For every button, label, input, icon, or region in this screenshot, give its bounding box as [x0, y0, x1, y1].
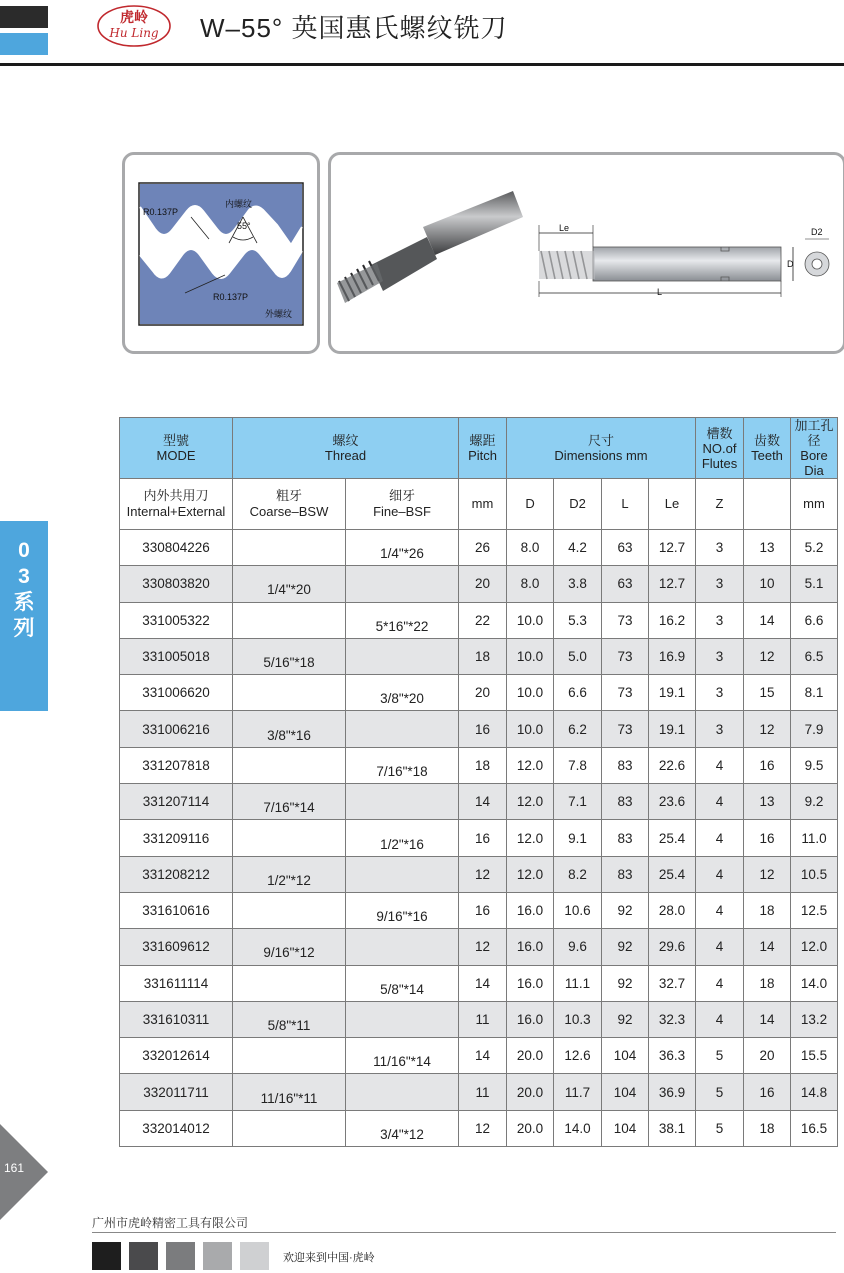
subheader-le: Le	[649, 479, 696, 530]
cell-coarse: 5/16"*18	[233, 638, 346, 674]
cell-pitch: 12	[459, 929, 507, 965]
table-row	[120, 892, 838, 928]
cell-pitch: 22	[459, 602, 507, 638]
cell-le: 16.9	[649, 638, 696, 674]
cell-fine: 5*16"*22	[346, 602, 459, 638]
series-label: 0 3 系 列	[13, 539, 35, 640]
cell-teeth: 18	[744, 1110, 791, 1146]
header-thread: 螺纹 Thread	[233, 418, 459, 479]
cell-d: 12.0	[507, 784, 554, 820]
cell-z: 4	[696, 856, 744, 892]
cell-z: 4	[696, 820, 744, 856]
cell-z: 4	[696, 965, 744, 1001]
cell-le: 25.4	[649, 856, 696, 892]
cell-l: 63	[602, 530, 649, 566]
cell-l: 92	[602, 892, 649, 928]
cell-teeth: 16	[744, 747, 791, 783]
tool-dimension-drawing	[539, 223, 829, 297]
cell-pitch: 16	[459, 820, 507, 856]
cell-fine: 5/8"*14	[346, 965, 459, 1001]
cell-coarse	[233, 747, 346, 783]
subheader-d2: D2	[554, 479, 602, 530]
cell-bore: 13.2	[791, 1001, 838, 1037]
welcome-text: 欢迎来到中国·虎岭	[283, 1252, 375, 1264]
cell-teeth: 18	[744, 892, 791, 928]
table-row	[120, 856, 838, 892]
table-row	[120, 566, 838, 602]
cell-fine: 1/2"*16	[346, 820, 459, 856]
cell-coarse: 11/16"*11	[233, 1074, 346, 1110]
header-rule	[0, 63, 844, 66]
cell-pitch: 12	[459, 1110, 507, 1146]
cell-teeth: 20	[744, 1038, 791, 1074]
cell-d: 10.0	[507, 711, 554, 747]
cell-d2: 9.1	[554, 820, 602, 856]
table-row	[120, 1110, 838, 1146]
cell-teeth: 16	[744, 820, 791, 856]
cell-le: 28.0	[649, 892, 696, 928]
cell-fine: 3/4"*12	[346, 1110, 459, 1146]
cell-d: 12.0	[507, 856, 554, 892]
cell-coarse: 7/16"*14	[233, 784, 346, 820]
cell-model: 331006620	[120, 675, 233, 711]
cell-model: 331209116	[120, 820, 233, 856]
cell-teeth: 14	[744, 929, 791, 965]
company-logo	[96, 4, 172, 48]
radius-label-top: R0.137P	[143, 207, 179, 217]
cell-le: 32.3	[649, 1001, 696, 1037]
d-dimension-label: D	[787, 259, 794, 269]
cell-coarse: 3/8"*16	[233, 711, 346, 747]
cell-d: 8.0	[507, 566, 554, 602]
cell-d: 12.0	[507, 820, 554, 856]
cell-coarse	[233, 602, 346, 638]
cell-teeth: 12	[744, 856, 791, 892]
cell-coarse	[233, 965, 346, 1001]
cell-fine: 11/16"*14	[346, 1038, 459, 1074]
table-row	[120, 965, 838, 1001]
external-thread-label: 外螺纹	[265, 309, 293, 319]
cell-l: 92	[602, 929, 649, 965]
cell-coarse: 9/16"*12	[233, 929, 346, 965]
cell-le: 19.1	[649, 675, 696, 711]
cell-d: 16.0	[507, 929, 554, 965]
le-dimension-label: Le	[559, 223, 570, 233]
cell-teeth: 16	[744, 1074, 791, 1110]
cell-d: 20.0	[507, 1038, 554, 1074]
cell-d: 20.0	[507, 1110, 554, 1146]
cell-fine: 9/16"*16	[346, 892, 459, 928]
cell-l: 73	[602, 675, 649, 711]
table-row	[120, 784, 838, 820]
cell-z: 4	[696, 784, 744, 820]
cell-fine	[346, 1001, 459, 1037]
cell-le: 22.6	[649, 747, 696, 783]
cell-d2: 7.8	[554, 747, 602, 783]
cell-z: 3	[696, 530, 744, 566]
subheader-internal-external: 内外共用刀 Internal+External	[120, 479, 233, 530]
cell-le: 12.7	[649, 530, 696, 566]
cell-fine	[346, 784, 459, 820]
cell-l: 63	[602, 566, 649, 602]
cell-pitch: 14	[459, 784, 507, 820]
cell-d2: 8.2	[554, 856, 602, 892]
cell-model: 331611114	[120, 965, 233, 1001]
cell-fine	[346, 711, 459, 747]
cell-l: 92	[602, 965, 649, 1001]
header-model: 型號 MODE	[120, 418, 233, 479]
header-dark-bar	[0, 6, 48, 28]
table-header-row	[120, 418, 838, 479]
subheader-coarse: 粗牙 Coarse–BSW	[233, 479, 346, 530]
cell-coarse: 1/2"*12	[233, 856, 346, 892]
color-swatch	[129, 1242, 158, 1270]
subheader-teeth-unit	[744, 479, 791, 530]
cell-d: 20.0	[507, 1074, 554, 1110]
cell-z: 4	[696, 892, 744, 928]
subheader-d: D	[507, 479, 554, 530]
cell-model: 332012614	[120, 1038, 233, 1074]
cell-le: 36.3	[649, 1038, 696, 1074]
l-dimension-label: L	[657, 287, 663, 297]
cell-d: 10.0	[507, 602, 554, 638]
cell-l: 104	[602, 1074, 649, 1110]
cell-coarse	[233, 820, 346, 856]
cell-le: 29.6	[649, 929, 696, 965]
cell-fine	[346, 856, 459, 892]
cell-coarse: 1/4"*20	[233, 566, 346, 602]
table-row	[120, 747, 838, 783]
cell-bore: 16.5	[791, 1110, 838, 1146]
cell-d2: 6.2	[554, 711, 602, 747]
cell-bore: 14.0	[791, 965, 838, 1001]
header-flutes: 槽数 NO.of Flutes	[696, 418, 744, 479]
cell-d2: 14.0	[554, 1110, 602, 1146]
cell-bore: 5.1	[791, 566, 838, 602]
cell-d: 16.0	[507, 1001, 554, 1037]
subheader-fine: 细牙 Fine–BSF	[346, 479, 459, 530]
spec-table	[119, 417, 838, 1147]
cell-fine	[346, 638, 459, 674]
cell-bore: 12.5	[791, 892, 838, 928]
cell-z: 4	[696, 1001, 744, 1037]
cell-teeth: 15	[744, 675, 791, 711]
cell-d2: 5.0	[554, 638, 602, 674]
cell-d2: 4.2	[554, 530, 602, 566]
cell-le: 12.7	[649, 566, 696, 602]
color-swatch	[166, 1242, 195, 1270]
cell-z: 5	[696, 1074, 744, 1110]
cell-teeth: 13	[744, 784, 791, 820]
cell-l: 73	[602, 602, 649, 638]
cell-bore: 15.5	[791, 1038, 838, 1074]
subheader-bore-unit: mm	[791, 479, 838, 530]
cell-model: 332011711	[120, 1074, 233, 1110]
cell-bore: 9.2	[791, 784, 838, 820]
cell-d: 16.0	[507, 965, 554, 1001]
cell-model: 330803820	[120, 566, 233, 602]
cell-pitch: 16	[459, 711, 507, 747]
table-row	[120, 675, 838, 711]
page-title: W–55° 英国惠氏螺纹铣刀	[200, 13, 508, 43]
cell-coarse	[233, 675, 346, 711]
cell-l: 83	[602, 747, 649, 783]
header-bore: 加工孔径 Bore Dia	[791, 418, 838, 479]
cell-coarse	[233, 1038, 346, 1074]
table-row	[120, 602, 838, 638]
table-row	[120, 1074, 838, 1110]
cell-pitch: 14	[459, 965, 507, 1001]
cell-model: 331610616	[120, 892, 233, 928]
cell-d2: 11.1	[554, 965, 602, 1001]
cell-d2: 6.6	[554, 675, 602, 711]
cell-z: 3	[696, 711, 744, 747]
cell-pitch: 18	[459, 747, 507, 783]
cell-le: 32.7	[649, 965, 696, 1001]
cell-d: 12.0	[507, 747, 554, 783]
cell-pitch: 12	[459, 856, 507, 892]
cell-bore: 14.8	[791, 1074, 838, 1110]
tool-image	[328, 152, 844, 354]
cell-coarse	[233, 530, 346, 566]
cell-bore: 6.5	[791, 638, 838, 674]
table-subheader-row	[120, 479, 838, 530]
color-swatch	[92, 1242, 121, 1270]
cell-model: 331610311	[120, 1001, 233, 1037]
cell-z: 4	[696, 929, 744, 965]
cell-pitch: 20	[459, 675, 507, 711]
cell-teeth: 13	[744, 530, 791, 566]
cell-pitch: 14	[459, 1038, 507, 1074]
cell-bore: 12.0	[791, 929, 838, 965]
table-row	[120, 638, 838, 674]
cell-z: 3	[696, 566, 744, 602]
cell-l: 83	[602, 856, 649, 892]
cell-coarse	[233, 1110, 346, 1146]
cell-z: 3	[696, 638, 744, 674]
cell-model: 331207114	[120, 784, 233, 820]
cell-l: 73	[602, 711, 649, 747]
cell-le: 25.4	[649, 820, 696, 856]
d2-dimension-label: D2	[811, 227, 823, 237]
cell-z: 5	[696, 1038, 744, 1074]
cell-bore: 7.9	[791, 711, 838, 747]
page-number: 161	[4, 1161, 25, 1175]
cell-d2: 10.6	[554, 892, 602, 928]
cell-d2: 3.8	[554, 566, 602, 602]
cell-coarse: 5/8"*11	[233, 1001, 346, 1037]
cell-fine	[346, 1074, 459, 1110]
logo-text-cn: 虎岭	[120, 10, 148, 26]
cell-le: 38.1	[649, 1110, 696, 1146]
cell-fine	[346, 566, 459, 602]
cell-model: 331609612	[120, 929, 233, 965]
cell-fine	[346, 929, 459, 965]
cell-bore: 9.5	[791, 747, 838, 783]
cell-d2: 5.3	[554, 602, 602, 638]
cell-bore: 6.6	[791, 602, 838, 638]
cell-d: 16.0	[507, 892, 554, 928]
table-row	[120, 1038, 838, 1074]
cell-pitch: 11	[459, 1001, 507, 1037]
cell-teeth: 12	[744, 711, 791, 747]
cell-model: 332014012	[120, 1110, 233, 1146]
cell-bore: 11.0	[791, 820, 838, 856]
subheader-pitch-unit: mm	[459, 479, 507, 530]
table-row	[120, 711, 838, 747]
cell-l: 104	[602, 1038, 649, 1074]
cell-pitch: 16	[459, 892, 507, 928]
cell-l: 104	[602, 1110, 649, 1146]
cell-l: 83	[602, 820, 649, 856]
subheader-z: Z	[696, 479, 744, 530]
cell-teeth: 18	[744, 965, 791, 1001]
footer-rule	[92, 1232, 836, 1233]
table-row	[120, 530, 838, 566]
cell-model: 331207818	[120, 747, 233, 783]
internal-thread-label: 内螺纹	[225, 199, 253, 209]
cell-d: 10.0	[507, 675, 554, 711]
cell-d2: 7.1	[554, 784, 602, 820]
table-row	[120, 929, 838, 965]
cell-le: 19.1	[649, 711, 696, 747]
cell-pitch: 11	[459, 1074, 507, 1110]
thread-profile-image	[122, 152, 320, 354]
radius-label-bottom: R0.137P	[213, 292, 249, 302]
cell-model: 331006216	[120, 711, 233, 747]
cell-fine: 3/8"*20	[346, 675, 459, 711]
cell-le: 23.6	[649, 784, 696, 820]
cell-model: 330804226	[120, 530, 233, 566]
header-blue-bar	[0, 33, 48, 55]
cell-teeth: 10	[744, 566, 791, 602]
cell-d2: 10.3	[554, 1001, 602, 1037]
cell-pitch: 26	[459, 530, 507, 566]
table-row	[120, 820, 838, 856]
cell-d2: 12.6	[554, 1038, 602, 1074]
color-swatch	[203, 1242, 232, 1270]
cell-l: 92	[602, 1001, 649, 1037]
company-name: 广州市虎岭精密工具有限公司	[92, 1216, 249, 1230]
cell-l: 83	[602, 784, 649, 820]
header-dimensions: 尺寸 Dimensions mm	[507, 418, 696, 479]
header-pitch: 螺距 Pitch	[459, 418, 507, 479]
cell-model: 331005018	[120, 638, 233, 674]
cell-bore: 10.5	[791, 856, 838, 892]
cell-d2: 11.7	[554, 1074, 602, 1110]
cell-bore: 5.2	[791, 530, 838, 566]
logo-text-en: Hu Ling	[109, 26, 159, 40]
cell-d2: 9.6	[554, 929, 602, 965]
table-row	[120, 1001, 838, 1037]
cell-teeth: 14	[744, 1001, 791, 1037]
cell-z: 3	[696, 602, 744, 638]
thread-angle-label: 55°	[237, 221, 251, 231]
cell-teeth: 12	[744, 638, 791, 674]
cell-coarse	[233, 892, 346, 928]
cell-model: 331005322	[120, 602, 233, 638]
cell-pitch: 18	[459, 638, 507, 674]
cell-d: 10.0	[507, 638, 554, 674]
tool-photo	[337, 191, 523, 303]
cell-bore: 8.1	[791, 675, 838, 711]
cell-z: 3	[696, 675, 744, 711]
cell-teeth: 14	[744, 602, 791, 638]
subheader-l: L	[602, 479, 649, 530]
cell-z: 5	[696, 1110, 744, 1146]
cell-pitch: 20	[459, 566, 507, 602]
cell-le: 36.9	[649, 1074, 696, 1110]
cell-fine: 1/4"*26	[346, 530, 459, 566]
cell-le: 16.2	[649, 602, 696, 638]
cell-fine: 7/16"*18	[346, 747, 459, 783]
color-swatch	[240, 1242, 269, 1270]
cell-z: 4	[696, 747, 744, 783]
header-teeth: 齿数 Teeth	[744, 418, 791, 479]
cell-d: 8.0	[507, 530, 554, 566]
cell-l: 73	[602, 638, 649, 674]
cell-model: 331208212	[120, 856, 233, 892]
